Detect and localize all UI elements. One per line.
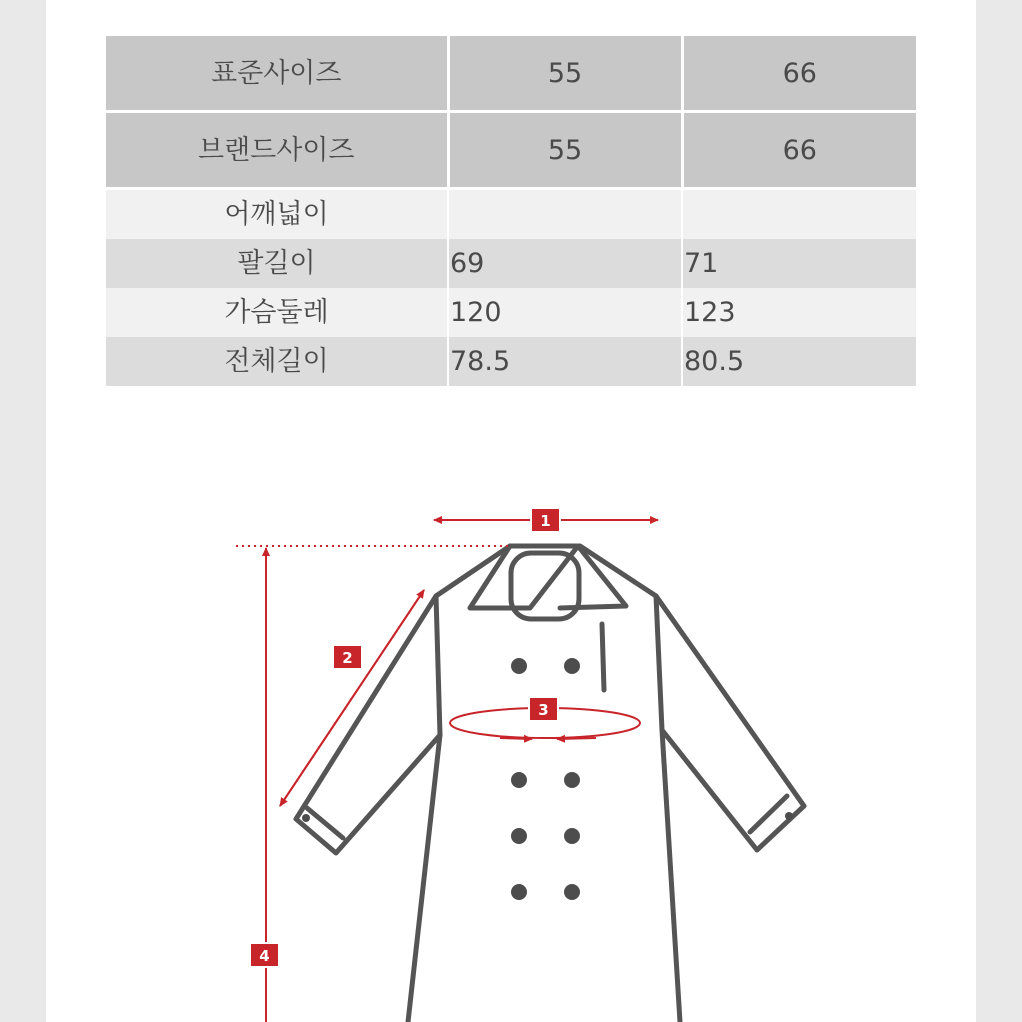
sleeve-length-66: 71: [682, 239, 916, 288]
coat-button: [511, 828, 527, 844]
coat-button: [564, 658, 580, 674]
marker-2: [333, 645, 362, 669]
sleeve-length-label: 팔길이: [106, 239, 448, 288]
standard-size-66: 66: [682, 36, 916, 112]
svg-text:4: 4: [259, 947, 270, 965]
cuff-button-left: [302, 814, 310, 822]
coat-button: [564, 772, 580, 788]
coat-button: [511, 884, 527, 900]
chest-66: 123: [682, 288, 916, 337]
sleeve-length-arrow: [280, 590, 424, 806]
coat-button: [564, 828, 580, 844]
shoulder-width-label: 어깨넓이: [106, 189, 448, 240]
coat-buttons: [511, 658, 580, 900]
brand-size-55: 55: [448, 112, 682, 189]
marker-3: [529, 697, 558, 721]
svg-text:3: 3: [538, 701, 549, 719]
brand-size-66: 66: [682, 112, 916, 189]
svg-text:1: 1: [540, 512, 551, 530]
chest-55: 120: [448, 288, 682, 337]
standard-size-55: 55: [448, 36, 682, 112]
svg-text:2: 2: [342, 649, 353, 667]
chest-label: 가슴둘레: [106, 288, 448, 337]
coat-button: [511, 658, 527, 674]
cuff-button-right: [785, 812, 793, 820]
marker-4: [250, 943, 279, 967]
total-length-66: 80.5: [682, 337, 916, 386]
total-length-label: 전체길이: [106, 337, 448, 386]
marker-1: [531, 508, 560, 532]
standard-size-label: 표준사이즈: [106, 36, 448, 112]
total-length-55: 78.5: [448, 337, 682, 386]
coat-outline: [296, 546, 804, 1022]
brand-size-label: 브랜드사이즈: [106, 112, 448, 189]
sleeve-length-55: 69: [448, 239, 682, 288]
coat-button: [511, 772, 527, 788]
coat-button: [564, 884, 580, 900]
